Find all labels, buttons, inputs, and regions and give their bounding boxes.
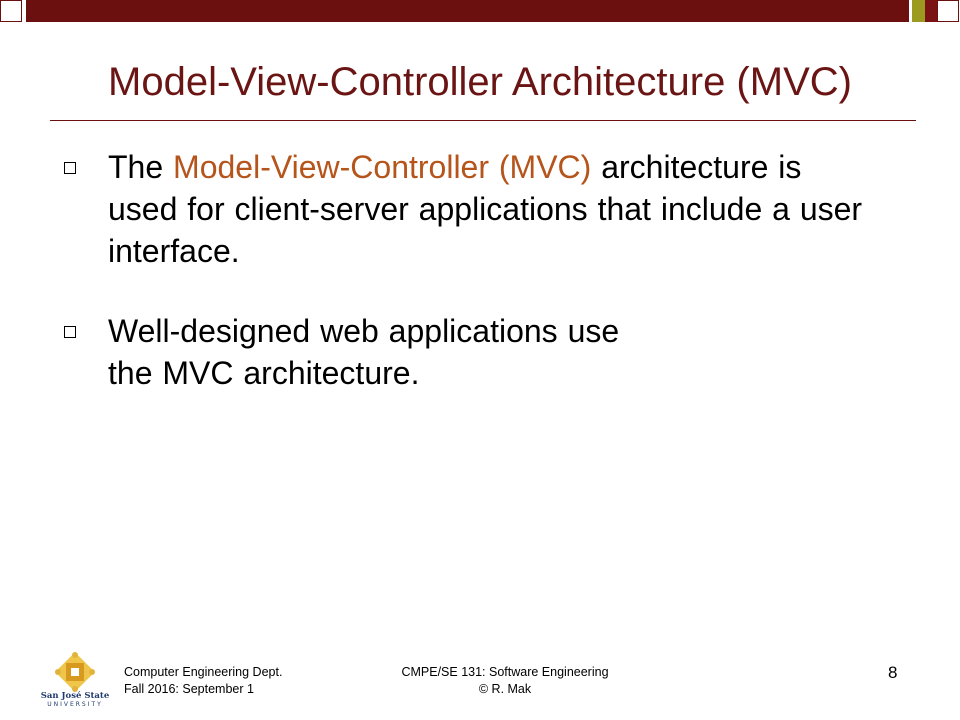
title-divider [50,120,916,121]
sjsu-logo [40,650,110,708]
decor-square [0,0,22,22]
decor-square [937,0,959,22]
decor-square [925,0,937,22]
bullet-item [64,146,863,272]
footer-course-line: CMPE/SE 131: Software Engineering [401,665,609,679]
footer-department [124,664,282,698]
footer-date-line: Fall 2016: September 1 [124,682,254,696]
decor-bar-main [26,0,909,22]
bullet-text: Well-designed web applications use the MVC architecture. [108,313,620,391]
svg-text:San José State: San José State [40,691,110,701]
slide-title: Model-View-Controller Architecture (MVC) [108,60,852,104]
footer-author-line: © R. Mak [478,682,532,696]
top-decor-bar [0,0,960,28]
footer-dept-line: Computer Engineering Dept. [124,665,283,679]
square-bullet-icon [64,162,76,174]
decor-olive-block [912,0,925,22]
bullet-item [64,310,854,394]
square-bullet-icon [64,326,76,338]
bullet-highlight: Model-View-Controller (MVC) [173,149,592,185]
svg-text:UNIVERSITY: UNIVERSITY [47,701,103,708]
bullet-text-part: The [108,149,174,185]
bullet-text [108,146,868,272]
footer-course [398,664,612,698]
bullet-text-part: architecture is used for client-server applications that include a user interface. [108,149,863,269]
page-number: 8 [888,663,898,682]
